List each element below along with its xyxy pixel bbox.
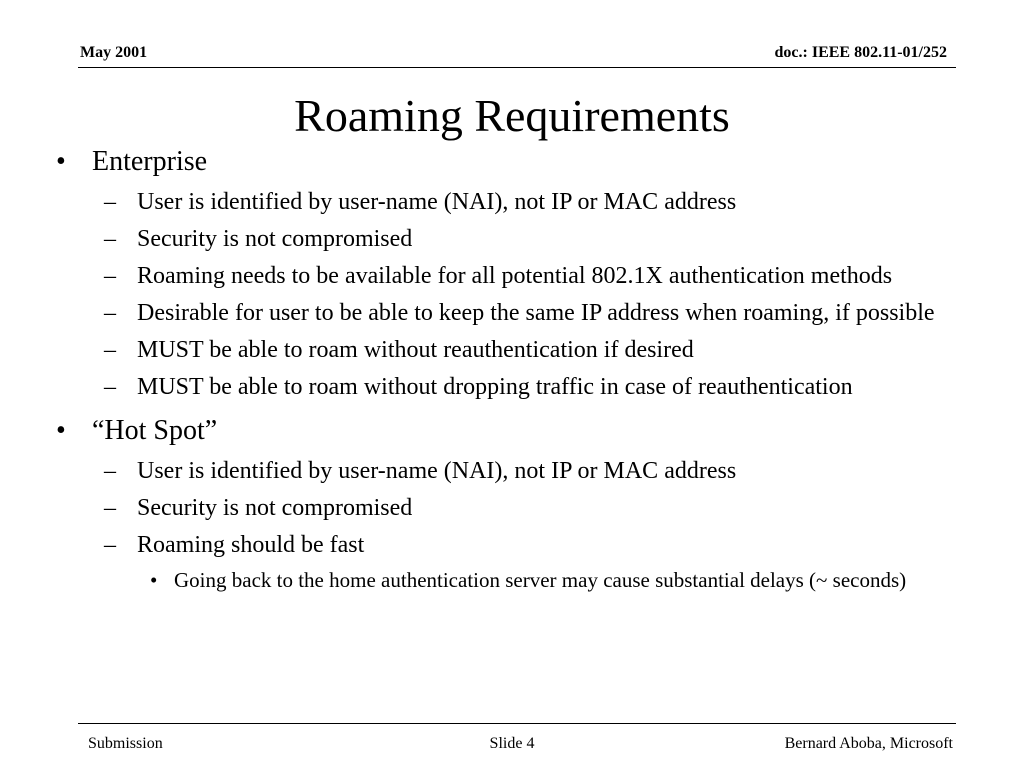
section-heading: Enterprise — [92, 146, 208, 177]
bullet-dash: – — [104, 495, 116, 521]
list-item-text: Security is not compromised — [137, 495, 413, 521]
bullet-dash: – — [104, 263, 116, 289]
list-item-text: MUST be able to roam without reauthentication if desired — [137, 337, 694, 363]
list-item — [104, 530, 944, 560]
list-item-text: Security is not compromised — [137, 226, 413, 252]
list-item-text: Roaming should be fast — [137, 532, 365, 558]
list-item-text: User is identified by user-name (NAI), not IP or MAC address — [137, 458, 737, 484]
list-item — [104, 372, 944, 402]
bullet-dash: – — [104, 532, 116, 558]
sub-list-item-text: Going back to the home authentication server may cause substantial delays (~ seconds) — [174, 568, 907, 592]
header-date: May 2001 — [80, 44, 148, 61]
bullet-dot: • — [150, 568, 158, 592]
slide-body — [0, 140, 1024, 594]
list-item — [104, 456, 944, 486]
bullet-dash: – — [104, 189, 116, 215]
list-item — [104, 335, 944, 365]
bullet-dash: – — [104, 226, 116, 252]
list-item — [104, 298, 944, 328]
list-item — [104, 224, 944, 254]
list-item-text: User is identified by user-name (NAI), not IP or MAC address — [137, 189, 737, 215]
bullet-dash: – — [104, 374, 116, 400]
bullet-dash: – — [104, 300, 116, 326]
footer-submission: Submission — [88, 735, 163, 752]
footer-slide-number: Slide 4 — [489, 735, 535, 752]
bullet-dot: • — [56, 146, 66, 177]
header-doc-id: doc.: IEEE 802.11-01/252 — [774, 44, 947, 61]
bullet-dash: – — [104, 458, 116, 484]
footer-author: Bernard Aboba, Microsoft — [784, 735, 953, 752]
section-enterprise — [56, 144, 1024, 180]
list-item — [104, 261, 944, 291]
list-item — [104, 493, 944, 523]
header-rule — [78, 67, 956, 68]
list-item-text: Desirable for user to be able to keep the same IP address when roaming, if possible — [137, 300, 935, 326]
list-item — [104, 187, 944, 217]
bullet-dot: • — [56, 415, 66, 446]
section-hot-spot — [56, 413, 1024, 449]
footer-rule — [78, 723, 956, 724]
bullet-dash: – — [104, 337, 116, 363]
slide-title: Roaming Requirements — [294, 90, 730, 141]
list-item-text: MUST be able to roam without dropping traffic in case of reauthentication — [137, 374, 853, 400]
section-heading: “Hot Spot” — [92, 415, 218, 446]
list-item-text: Roaming needs to be available for all potential 802.1X authentication methods — [137, 263, 893, 289]
sub-list-item — [150, 566, 948, 594]
